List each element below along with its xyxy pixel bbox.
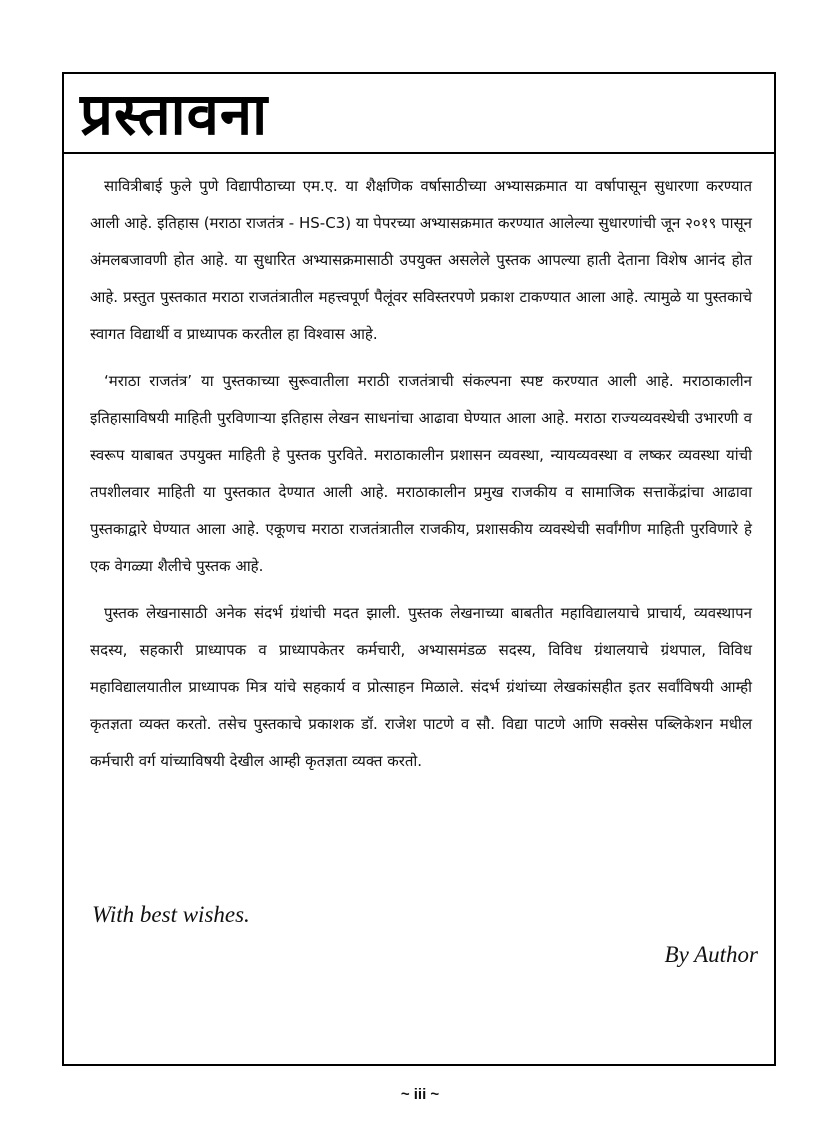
preface-body <box>90 168 752 790</box>
page-title: प्रस्तावना <box>80 80 269 148</box>
page-frame <box>62 72 776 1066</box>
title-divider <box>64 152 774 154</box>
paragraph-1: सावित्रीबाई फुले पुणे विद्यापीठाच्या एम.ए. या शैक्षणिक वर्षासाठीच्या अभ्यासक्रमात या वर्षापासून सुधारणा करण्यात आली आहे. इतिहास (मराठा राजतंत्र - HS-C3) या पेपरच्या अभ्यासक्रमात करण्यात आलेल्या सुधारणांची जून २०१९ पासून अंमलबजावणी होत आहे. या सुधारित अभ्यासक्रमासाठी उपयुक्त असलेले पुस्तक आपल्या हाती देताना विशेष आनंद होत आहे. प्रस्तुत पुस्तकात मराठा राजतंत्रातील महत्त्वपूर्ण पैलूंवर सविस्तरपणे प्रकाश टाकण्यात आला आहे. त्यामुळे या पुस्तकाचे स्वागत विद्यार्थी व प्राध्यापक करतील हा विश्वास आहे. <box>90 177 752 343</box>
closing-wishes: With best wishes. <box>92 902 250 927</box>
page-number: ~ iii ~ <box>400 1086 440 1103</box>
paragraph-2: ‘मराठा राजतंत्र’ या पुस्तकाच्या सुरूवातीला मराठी राजतंत्राची संकल्पना स्पष्ट करण्यात आली आहे. मराठाकालीन इतिहासाविषयी माहिती पुरविणाऱ्या इतिहास लेखन साधनांचा आढावा घेण्यात आला आहे. मराठा राज्यव्यवस्थेची उभारणी व स्वरूप याबाबत उपयुक्त माहिती हे पुस्तक पुरविते. मराठाकालीन प्रशासन व्यवस्था, न्यायव्यवस्था व लष्कर व्यवस्था यांची तपशीलवार माहिती या पुस्तकात देण्यात आली आहे. मराठाकालीन प्रमुख राजकीय व सामाजिक सत्ताकेंद्रांचा आढावा पुस्तकाद्वारे घेण्यात आला आहे. एकूणच मराठा राजतंत्रातील राजकीय, प्रशासकीय व्यवस्थेची सर्वांगीण माहिती पुरविणारे हे एक वेगळ्या शैलीचे पुस्तक आहे. <box>90 372 752 575</box>
author-signature: By Author <box>664 942 758 967</box>
paragraph-3: पुस्तक लेखनासाठी अनेक संदर्भ ग्रंथांची मदत झाली. पुस्तक लेखनाच्या बाबतीत महाविद्यालयाचे प्राचार्य, व्यवस्थापन सदस्य, सहकारी प्राध्यापक व प्राध्यापकेतर कर्मचारी, अभ्यासमंडळ सदस्य, विविध ग्रंथालयाचे ग्रंथपाल, विविध महाविद्यालयातील प्राध्यापक मित्र यांचे सहकार्य व प्रोत्साहन मिळाले. संदर्भ ग्रंथांच्या लेखकांसहीत इतर सर्वांविषयी आम्ही कृतज्ञता व्यक्त करतो. तसेच पुस्तकाचे प्रकाशक डॉ. राजेश पाटणे व सौ. विद्या पाटणे आणि सक्सेस पब्लिकेशन मधील कर्मचारी वर्ग यांच्याविषयी देखील आम्ही कृतज्ञता व्यक्त करतो. <box>90 604 752 770</box>
